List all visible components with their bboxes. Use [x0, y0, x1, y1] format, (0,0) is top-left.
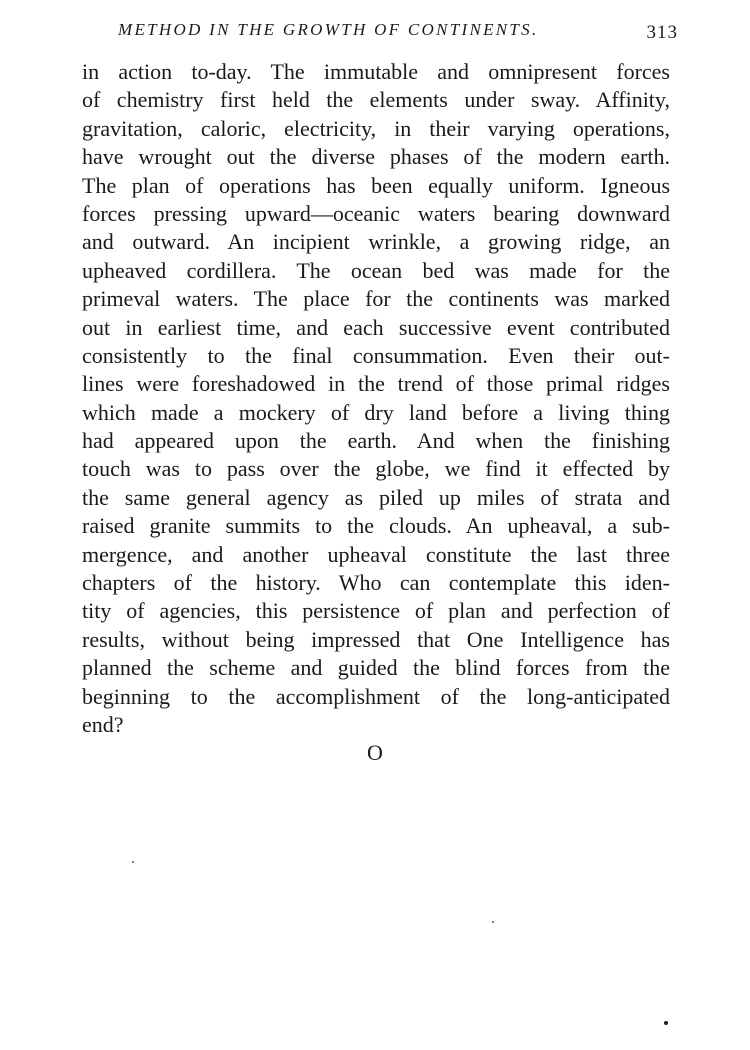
running-title: METHOD IN THE GROWTH OF CONTINENTS.: [118, 20, 539, 39]
print-speck: [492, 921, 494, 923]
running-head: [118, 16, 678, 46]
page-number: 313: [646, 22, 678, 43]
print-speck: [664, 1021, 668, 1025]
text-line: tity of agencies, this persistence of plan and perfection of: [82, 598, 670, 624]
text-line: end?: [82, 711, 124, 737]
text-line: of chemistry first held the elements under sway. Affinity,: [82, 87, 670, 113]
text-line: forces pressing upward—oceanic waters bearing downward: [82, 200, 670, 226]
text-line: have wrought out the diverse phases of the modern earth.: [82, 144, 670, 170]
text-line: in action to-day. The immutable and omnipresent forces: [82, 59, 670, 84]
body-text: [82, 58, 670, 739]
text-line: had appeared upon the earth. And when the finishing: [82, 428, 670, 454]
text-line: which made a mockery of dry land before a living thing: [82, 399, 670, 425]
text-line: planned the scheme and guided the blind forces from the: [82, 655, 670, 681]
text-line: chapters of the history. Who can contemplate this iden-: [82, 570, 670, 596]
text-line: and outward. An incipient wrinkle, a growing ridge, an: [82, 229, 670, 255]
text-line: the same general agency as piled up miles of strata and: [82, 484, 670, 510]
print-speck: [132, 861, 134, 863]
text-line: touch was to pass over the globe, we find it effected by: [82, 456, 670, 482]
text-line: lines were foreshadowed in the trend of those primal ridges: [82, 371, 670, 397]
text-line: mergence, and another upheaval constitute the last three: [82, 541, 670, 567]
text-line: results, without being impressed that One Intelligence has: [82, 626, 670, 652]
text-line: The plan of operations has been equally uniform. Igneous: [82, 172, 670, 198]
text-line: beginning to the accomplishment of the long-anticipated: [82, 683, 670, 709]
text-line: raised granite summits to the clouds. An upheaval, a sub-: [82, 513, 670, 539]
text-line: primeval waters. The place for the continents was marked: [82, 286, 670, 312]
text-line: gravitation, caloric, electricity, in their varying operations,: [82, 115, 670, 141]
text-line: consistently to the final consummation. Even their out-: [82, 342, 670, 368]
text-line: out in earliest time, and each successive event contributed: [82, 314, 670, 340]
end-ornament: O: [367, 740, 383, 765]
text-line: upheaved cordillera. The ocean bed was made for the: [82, 257, 670, 283]
